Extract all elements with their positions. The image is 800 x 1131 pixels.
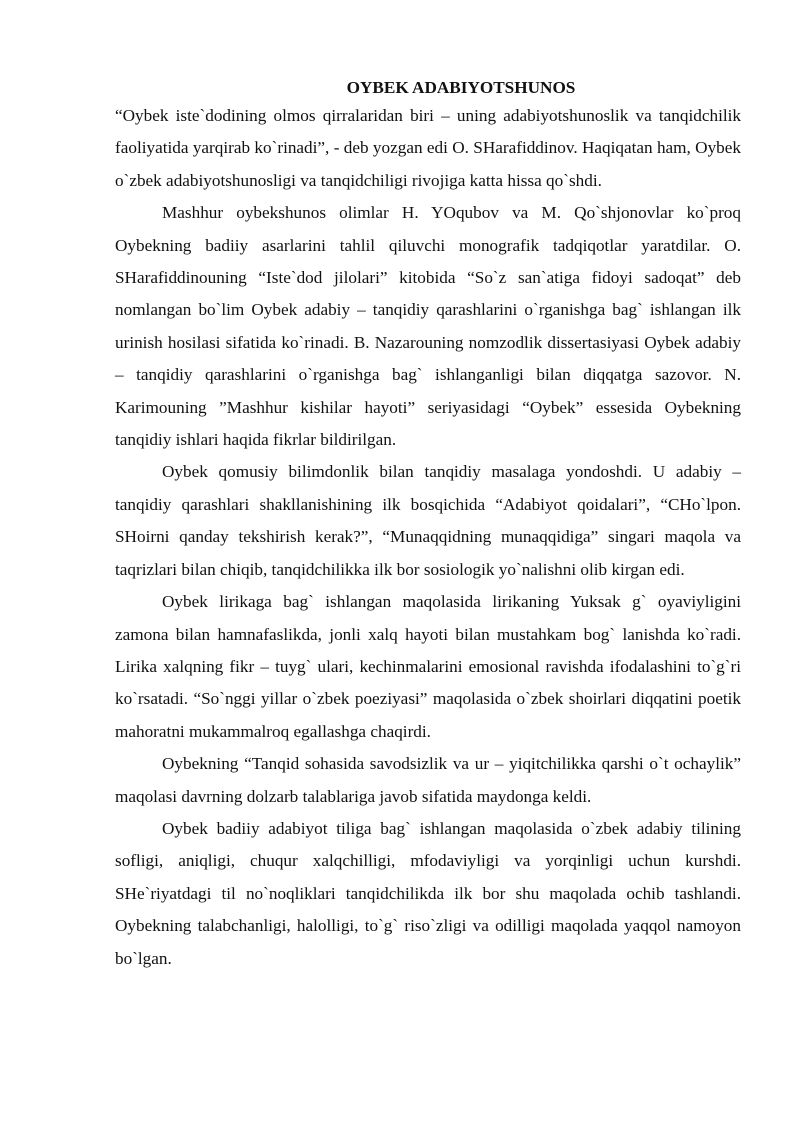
paragraph-2: Mashhur oybekshunos olimlar H. YOqubov va M. Qo`shjonovlar ko`proq Oybekning badiiy asarlarini tahlil qiluvchi monografik tadqiqotlar yaratdilar. O. SHarafiddinouning “Iste`dod jilolari” kitobida “So`z san`atiga fidoyi sadoqat” deb nomlangan bo`lim Oybek adabiy – tanqidiy qarashlarini o`rganishga bag` ishlangan ilk urinish hosilasi sifatida ko`rinadi. B. Nazarouning nomzodlik dissertasiyasi Oybek adabiy – tanqidiy qarashlarini o`rganishga bag` ishlanganligi bilan diqqatga sazovor. N. Karimouning ”Mashhur kishilar hayoti” seriyasidagi “Oybek” essesida Oybekning tanqidiy ishlari haqida fikrlar bildirilgan. xyxy=(115,203,741,450)
document-title: OYBEK ADABIYOTSHUNOS xyxy=(346,78,576,97)
paragraph-6: Oybek badiiy adabiyot tiliga bag` ishlangan maqolasida o`zbek adabiy tilining sofligi, aniqligi, chuqur xalqchilligi, mfodaviyligi va yorqinligi uchun kurshdi. SHe`riyatdagi til no`noqliklari tanqidchilikda ilk bor shu maqolada ochib tashlandi. Oybekning talabchanligi, halolligi, to`g` riso`zligi va odilligi maqolada yaqqol namoyon bo`lgan. xyxy=(115,818,741,968)
paragraph-3: Oybek qomusiy bilimdonlik bilan tanqidiy masalaga yondoshdi. U adabiy – tanqidiy qarashlari shakllanishining ilk bosqichida “Adabiyot qoidalari”, “CHo`lpon. SHoirni qanday tekshirish kerak?”, “Munaqqidning munaqqidiga” singari maqola va taqrizlari bilan chiqib, tanqidchilikka ilk bor sosiologik yo`nalishni olib kirgan edi. xyxy=(115,462,741,579)
paragraph-4: Oybek lirikaga bag` ishlangan maqolasida lirikaning Yuksak g` oyaviyligini zamona bilan hamnafaslikda, jonli xalq hayoti bilan mustahkam bog` lanishda ko`radi. Lirika xalqning fikr – tuyg` ulari, kechinmalarini emosional ravishda ifodalashini to`g`ri ko`rsatadi. “So`nggi yillar o`zbek poeziyasi” maqolasida o`zbek shoirlari diqqatini poetik mahoratni mukammalroq egallashga chaqirdi. xyxy=(115,592,741,741)
document-page xyxy=(115,76,741,975)
paragraph-5: Oybekning “Tanqid sohasida savodsizlik va ur – yiqitchilikka qarshi o`t ochaylik” maqolasi davrning dolzarb talablariga javob sifatida maydonga keldi. xyxy=(115,754,741,806)
paragraph-1: “Oybek iste`dodining olmos qirralaridan biri – uning adabiyotshunoslik va tanqidchilik faoliyatida yarqirab ko`rinadi”, - deb yozgan edi O. SHarafiddinov. Haqiqatan ham, Oybek o`zbek adabiyotshunosligi va tanqidchiligi rivojiga katta hissa qo`shdi. xyxy=(115,106,741,190)
